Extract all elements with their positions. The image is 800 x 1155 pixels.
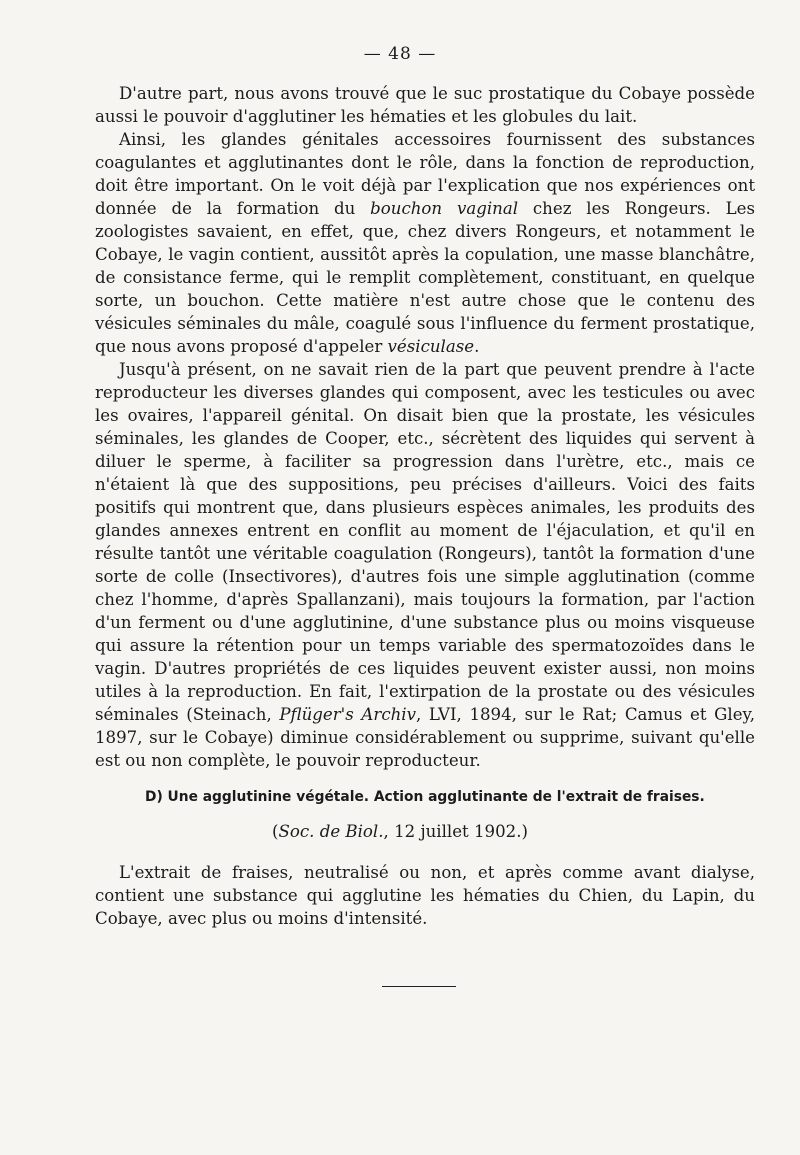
citation-source: Soc. de Biol. <box>278 822 384 841</box>
page-number: — 48 — <box>363 44 437 64</box>
citation-date: , 12 juillet 1902.) <box>383 822 528 841</box>
paragraph-4-text: L'extrait de fraises, neutralisé ou non, et après comme avant dialyse, contient une substance qui agglutine les hématies du Chien, du Lapin, du Cobaye, avec plus ou moins d'intensité. <box>95 863 755 928</box>
italic-term-vesiculase: vésiculase <box>387 337 475 356</box>
citation <box>0 822 800 841</box>
paragraph-2 <box>95 128 755 358</box>
separator-rule <box>382 986 456 987</box>
paragraph-3-text-a: Jusqu'à présent, on ne savait rien de la part que peuvent prendre à l'acte reproducteur les diverses glandes qui composent, avec les testicules ou avec les ovaires, l'appareil génital. On disait bien que la prostate, les vésicules séminales, les glandes de Cooper, etc., sécrètent des liquides qui servent à diluer le sperme, à faciliter sa progression dans l'urètre, etc., mais ce n'étaient là que des suppositions, peu précises d'ailleurs. Voici des faits positifs qui montrent que, dans plusieurs espèces animales, les produits des glandes annexes entrent en conflit au moment de l'éjaculation, et qu'il en résulte tantôt une véritable coagulation (Rongeurs), tantôt la formation d'une sorte de colle (Insectivores), d'autres fois une simple agglutination (comme chez l'homme, d'après Spallanzani), mais toujours la formation, par l'action d'un ferment ou d'une agglutinine, d'une substance plus ou moins visqueuse qui assure la rétention pour un temps variable des spermatozoïdes dans le vagin. D'autres propriétés de ces liquides peuvent exister aussi, non moins utiles à la reproduction. En fait, l'extirpation de la prostate ou des vésicules séminales (Steinach, <box>95 360 755 724</box>
italic-source-pfluger: Pflüger's Archiv <box>279 705 416 724</box>
paragraph-3 <box>95 358 755 772</box>
paragraph-2-text-c: . <box>474 337 480 356</box>
paragraph-2-text-b: chez les Rongeurs. Les zoologistes savaient, en effet, que, chez divers Rongeurs, et notamment le Cobaye, le vagin contient, aussitôt après la copulation, une masse blanchâtre, de consistance ferme, qui le remplit complètement, constituant, en quelque sorte, un bouchon. Cette matière n'est autre chose que le contenu des vésicules séminales du mâle, coagulé sous l'influence du ferment prostatique, que nous avons proposé d'appeler <box>95 199 755 356</box>
paragraph-4 <box>95 861 755 930</box>
paragraph-3-text-b: , LVI, 1894, sur le Rat; Camus et Gley, 1897, sur le Cobaye) diminue considérablement ou supprime, suivant qu'elle est ou non complète, le pouvoir reproducteur. <box>95 705 755 770</box>
citation-open: ( <box>272 822 279 841</box>
italic-term-bouchon-vaginal: bouchon vaginal <box>370 199 519 218</box>
paragraph-1-text: D'autre part, nous avons trouvé que le suc prostatique du Cobaye possède aussi le pouvoir d'agglutiner les hématies et les globules du lait. <box>95 84 755 126</box>
main-text-block <box>95 82 755 772</box>
section-heading: D) Une agglutinine végétale. Action agglutinante de l'extrait de fraises. <box>145 789 705 805</box>
paragraph-1 <box>95 82 755 128</box>
paragraph-2-text-a: Ainsi, les glandes génitales accessoires fournissent des substances coagulantes et agglutinantes dont le rôle, dans la fonction de reproduction, doit être important. On le voit déjà par l'explication que nos expériences ont donnée de la formation du <box>95 130 755 218</box>
paragraph-4-block <box>95 861 755 930</box>
